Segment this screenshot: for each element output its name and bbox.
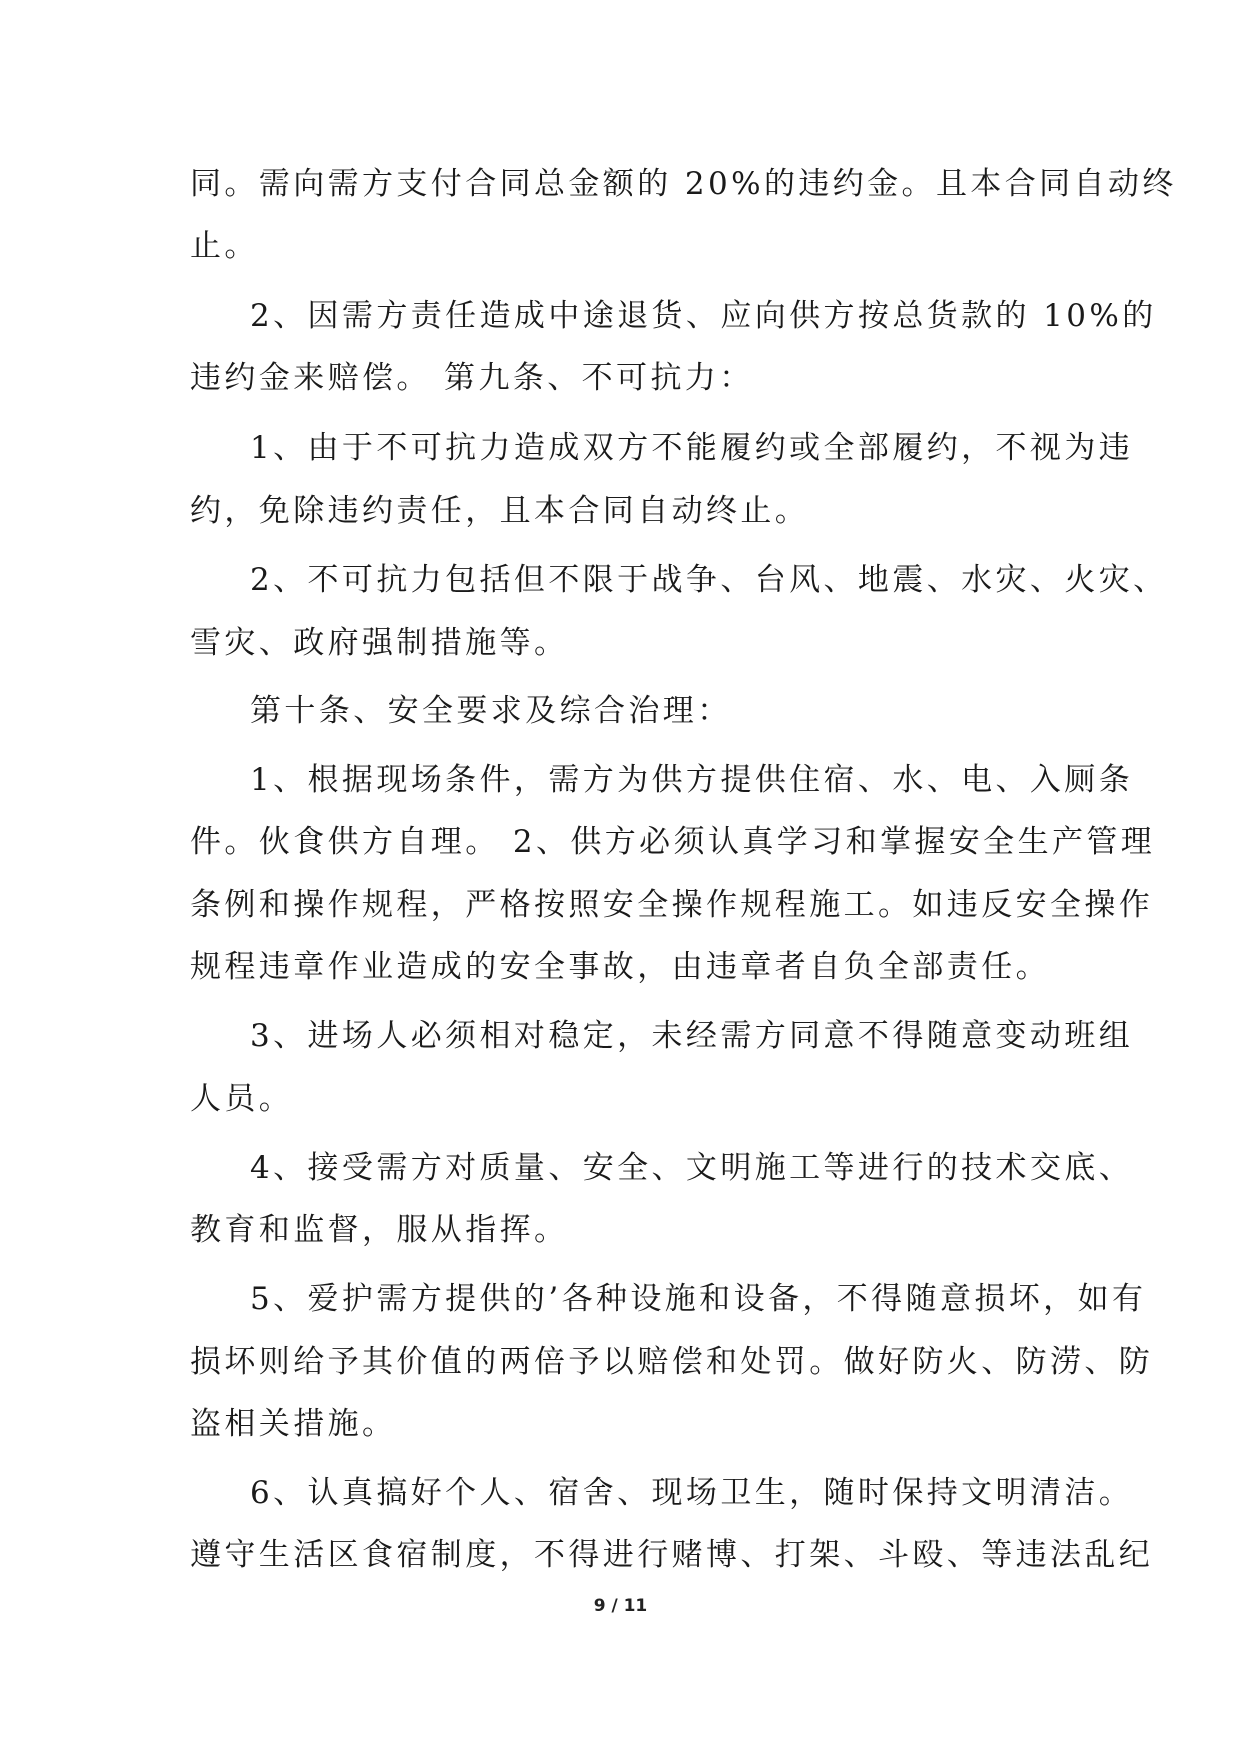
body-text-line: 违约金来赔偿。 第九条、不可抗力： xyxy=(190,360,754,396)
body-text-line: 盗相关措施。 xyxy=(190,1406,397,1442)
section-heading: 第十条、安全要求及综合治理： xyxy=(250,693,732,729)
body-text-line: 件。伙食供方自理。 2、供方必须认真学习和掌握安全生产管理 xyxy=(190,824,1156,860)
body-text-line: 1、由于不可抗力造成双方不能履约或全部履约，不视为违 xyxy=(250,430,1134,466)
body-text-line: 5、爱护需方提供的’各种设施和设备，不得随意损坏，如有 xyxy=(250,1281,1147,1317)
body-text-line: 雪灾、政府强制措施等。 xyxy=(190,625,569,661)
body-text-line: 损坏则给予其价值的两倍予以赔偿和处罚。做好防火、防涝、防 xyxy=(190,1344,1154,1380)
body-text-line: 条例和操作规程，严格按照安全操作规程施工。如违反安全操作 xyxy=(190,887,1154,923)
body-text-line: 规程违章作业造成的安全事故，由违章者自负全部责任。 xyxy=(190,949,1050,985)
body-text-line: 同。需向需方支付合同总金额的 20%的违约金。且本合同自动终 xyxy=(190,166,1177,202)
body-text-line: 教育和监督，服从指挥。 xyxy=(190,1212,569,1248)
body-text-line: 2、不可抗力包括但不限于战争、台风、地震、水灾、火灾、 xyxy=(250,562,1168,598)
body-text-line: 约，免除违约责任，且本合同自动终止。 xyxy=(190,493,810,529)
body-text-line: 3、进场人必须相对稳定，未经需方同意不得随意变动班组 xyxy=(250,1018,1134,1054)
body-text-line: 4、接受需方对质量、安全、文明施工等进行的技术交底、 xyxy=(250,1150,1134,1186)
body-text-line: 1、根据现场条件，需方为供方提供住宿、水、电、入厕条 xyxy=(250,762,1134,798)
body-text-line: 人员。 xyxy=(190,1081,294,1117)
body-text-line: 遵守生活区食宿制度，不得进行赌博、打架、斗殴、等违法乱纪 xyxy=(190,1537,1154,1573)
body-text-line: 2、因需方责任造成中途退货、应向供方按总货款的 10%的 xyxy=(250,298,1157,334)
page-number: 9 / 11 xyxy=(593,1596,648,1616)
body-text-line: 止。 xyxy=(190,228,259,264)
body-text-line: 6、认真搞好个人、宿舍、现场卫生，随时保持文明清洁。 xyxy=(250,1475,1134,1511)
